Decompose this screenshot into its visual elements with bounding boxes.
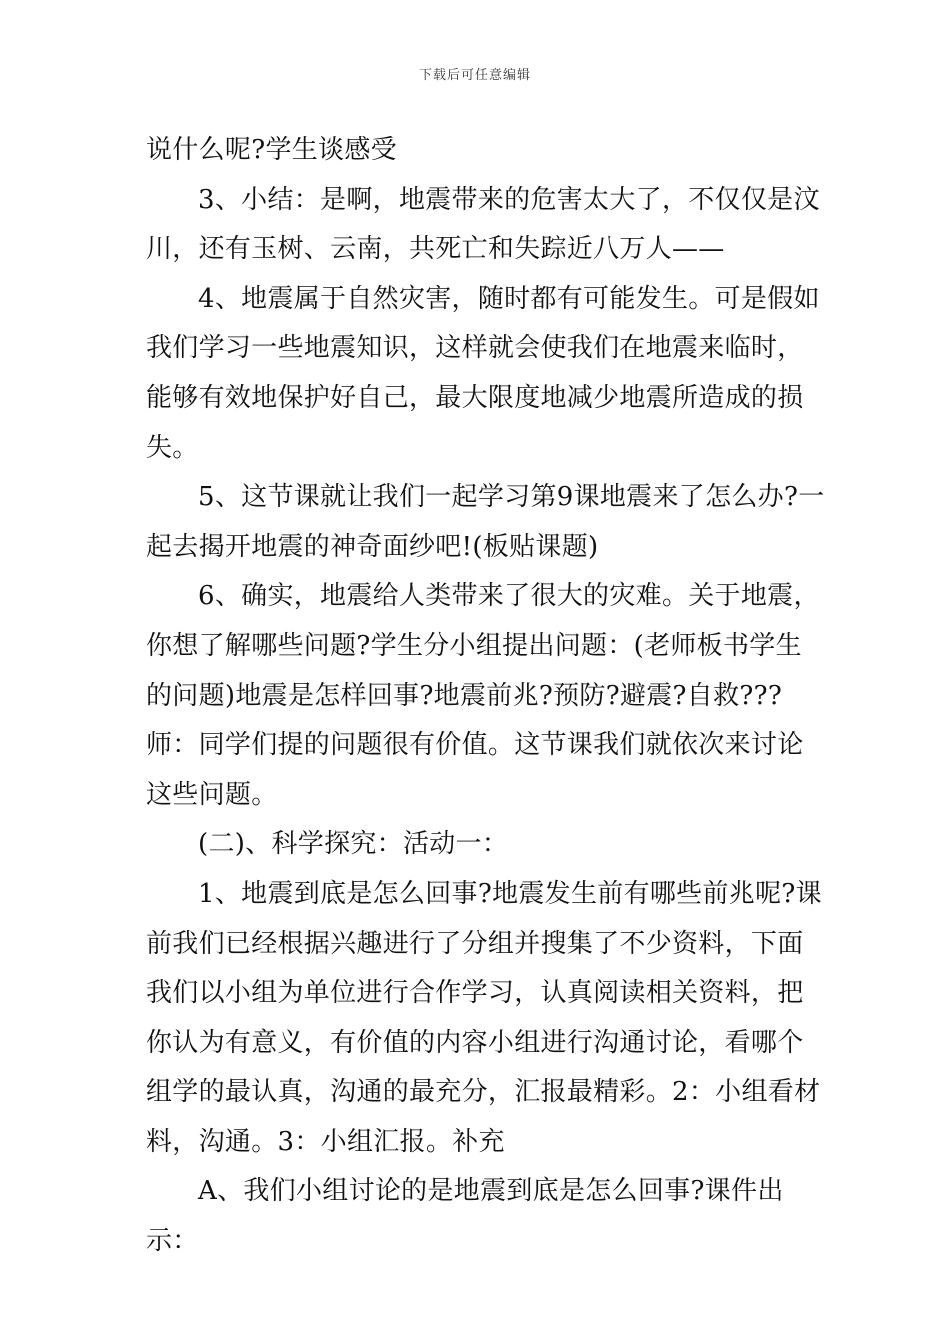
paragraph-group-report: A、我们小组讨论的是地震到底是怎么回事?课件出示： [146, 1176, 784, 1257]
paragraph-section-heading: (二)、科学探究：活动一： [198, 829, 509, 860]
paragraph-questions: 6、确实，地震给人类带来了很大的灾难。关于地震，你想了解哪些问题?学生分小组提出问题：(老师板书学生的问题)地震是怎样回事?地震前兆?预防?避震?自救???师：同学们提的问题很有价值。这节课我们就依次来讨论这些问题。 [146, 581, 820, 810]
document-body [146, 126, 826, 1267]
page-header: 下载后可任意编辑 [418, 68, 531, 83]
paragraph-lesson-intro: 5、这节课就让我们一起学习第9课地震来了怎么办?一起去揭开地震的神奇面纱吧!(板贴课题) [146, 482, 825, 562]
paragraph-summary: 3、小结：是啊，地震带来的危害太大了，不仅仅是汶川，还有玉树、云南，共死亡和失踪近八万人—— [146, 184, 820, 265]
paragraph-continuation: 说什么呢?学生谈感受 [146, 135, 397, 165]
paragraph-natural-disaster: 4、地震属于自然灾害，随时都有可能发生。可是假如我们学习一些地震知识，这样就会使我们在地震来临时，能够有效地保护好自己，最大限度地减少地震所造成的损失。 [146, 283, 820, 463]
paragraph-group-study: 1、地震到底是怎么回事?地震发生前有哪些前兆呢?课前我们已经根据兴趣进行了分组并搜集了不少资料，下面我们以小组为单位进行合作学习，认真阅读相关资料，把你认为有意义，有价值的内容小组进行沟通讨论，看哪个组学的最认真，沟通的最充分，汇报最精彩。2：小组看材料，沟通。3：小组汇报。补充 [146, 878, 822, 1157]
